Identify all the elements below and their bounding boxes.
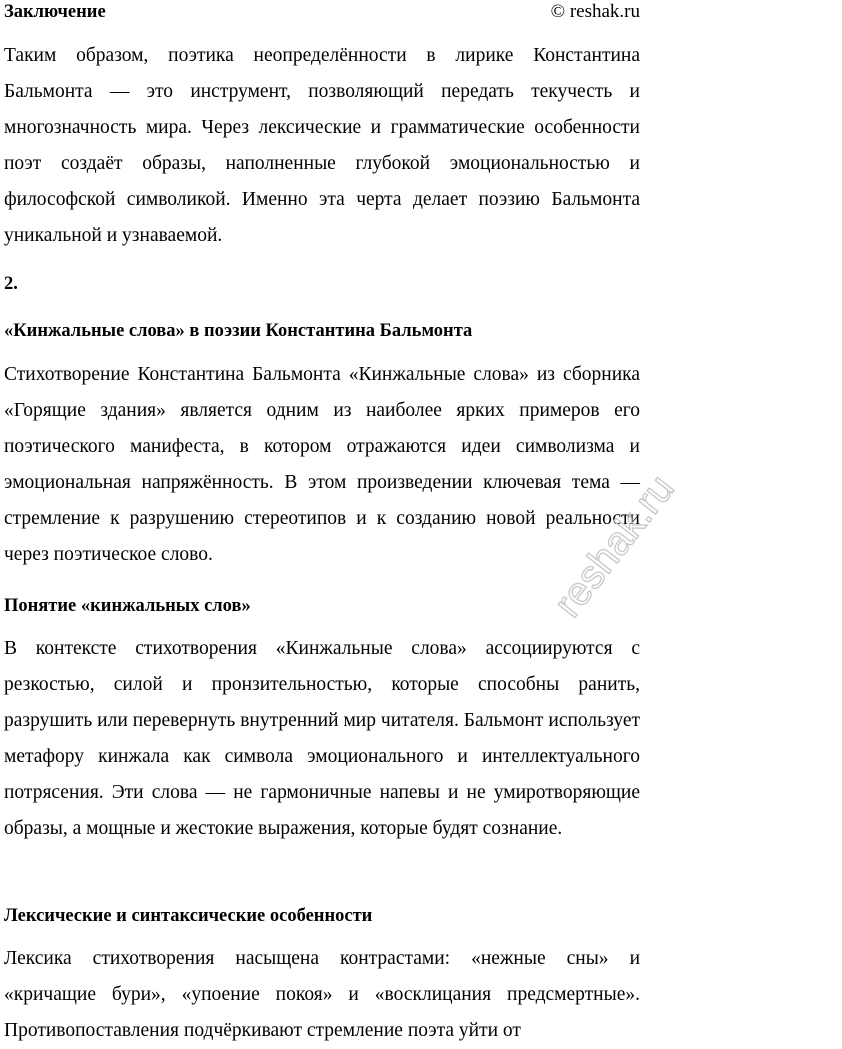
conclusion-paragraph: Таким образом, поэтика неопределённости в лирике Константина Бальмонта — это инструмент, позволяющий передать текучесть и многозначность мира. Через лексические и грамматические особенности поэт создаёт образы, наполненные глубокой эмоциональностью и философской символикой. Именно эта черта делает поэзию Бальмонта уникальной и узнаваемой. (4, 45, 640, 246)
lexical-heading: Лексические и синтаксические особенности (4, 906, 373, 926)
watermark-label: reshak.ru (545, 466, 683, 626)
site-copyright: © reshak.ru (550, 1, 640, 22)
task-title: «Кинжальные слова» в поэзии Константина Бальмонта (4, 321, 473, 341)
conclusion-heading: Заключение (4, 2, 106, 22)
task-intro-paragraph: Стихотворение Константина Бальмонта «Кинжальные слова» из сборника «Горящие здания» является одним из наиболее ярких примеров его поэтического манифеста, в котором отражаются идеи символизма и эмоциональная напряжённость. В этом произведении ключевая тема — стремление к разрушению стереотипов и к созданию новой реальности через поэтическое слово. (4, 364, 640, 565)
page-header (4, 0, 640, 24)
concept-heading: Понятие «кинжальных слов» (4, 596, 251, 616)
concept-paragraph: В контексте стихотворения «Кинжальные слова» ассоциируются с резкостью, силой и пронзительностью, которые способны ранить, разрушить или перевернуть внутренний мир читателя. Бальмонт использует метафору кинжала как символа эмоционального и интеллектуального потрясения. Эти слова — не гармоничные напевы и не умиротворяющие образы, а мощные и жестокие выражения, которые будят сознание. (4, 638, 640, 839)
task-number: 2. (4, 274, 18, 294)
lexical-paragraph: Лексика стихотворения насыщена контрастами: «нежные сны» и «кричащие бури», «упоение покоя» и «восклицания предсмертные». Противопоставления подчёркивают стремление поэта уйти от (4, 948, 640, 1041)
